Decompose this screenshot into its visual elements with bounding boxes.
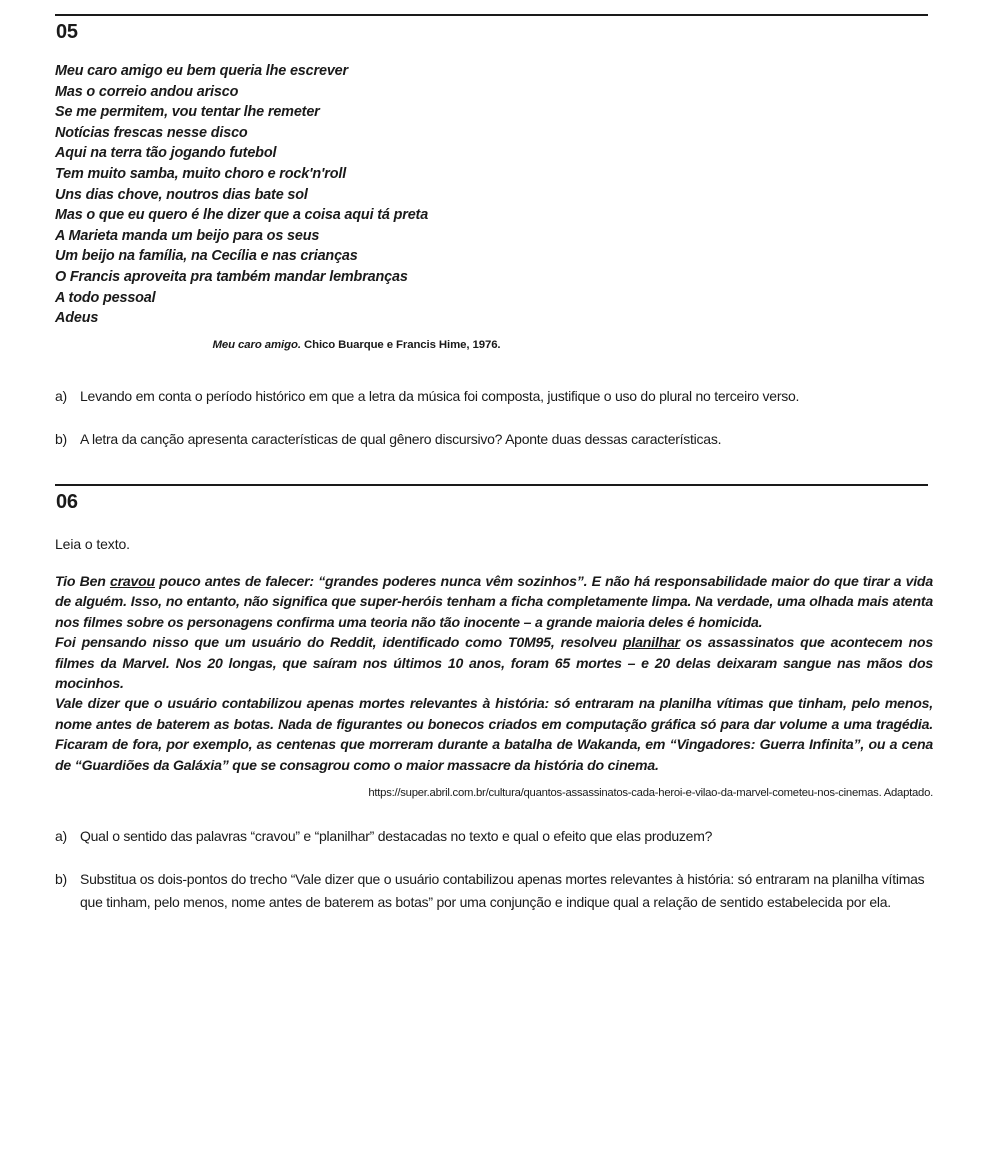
highlighted-word-cravou: cravou bbox=[109, 573, 155, 589]
passage-text-segment: os assassinatos que acontecem nos filmes da Marvel. Nos 20 longas, que saíram nos últimos 10 anos, foram 65 mortes – e 20 delas deixaram sangue nas mãos dos mocinhos. bbox=[55, 634, 933, 692]
question-06-b bbox=[55, 868, 933, 914]
highlighted-word-planilhar: planilhar bbox=[622, 634, 680, 651]
poem-line: Aqui na terra tão jogando futebol bbox=[55, 145, 277, 162]
question-marker: b) bbox=[55, 430, 67, 447]
passage-paragraph-1 bbox=[55, 571, 933, 632]
section-05 bbox=[55, 14, 933, 451]
passage-text-segment: pouco antes de falecer: “grandes poderes nunca vêm sozinhos”. E não há responsabilidade maior do que tirar a vida de alguém. Isso, no entanto, não significa que super-heróis tenham a ficha completamente limpa. Na verdade, uma olhada mais atenta nos filmes sobre os personagens confirma uma teoria não tão inocente – a grande maioria deles é homicida. bbox=[55, 573, 933, 630]
passage-text-segment: Tio Ben bbox=[55, 573, 110, 589]
question-text: Qual o sentido das palavras “cravou” e “planilhar” destacadas no texto e qual o efeito que elas produzem? bbox=[80, 828, 713, 845]
question-05-a bbox=[55, 385, 933, 408]
passage-paragraph-2 bbox=[55, 632, 933, 693]
poem-line: Mas o correio andou arisco bbox=[55, 83, 239, 100]
passage-source-url: https://super.abril.com.br/cultura/quantos-assassinatos-cada-heroi-e-vilao-da-marvel-cometeu-nos-cinemas. Adaptado. bbox=[368, 787, 933, 800]
section-05-number: 05 bbox=[56, 21, 78, 43]
poem-line: Uns dias chove, noutros dias bate sol bbox=[55, 186, 308, 203]
poem-line: Se me permitem, vou tentar lhe remeter bbox=[55, 104, 320, 121]
section-06-number: 06 bbox=[56, 491, 78, 513]
question-05-b bbox=[55, 428, 933, 451]
passage-paragraph-3: Vale dizer que o usuário contabilizou apenas mortes relevantes à história: só entraram na planilha vítimas que tinham, pelo menos, nome antes de baterem as botas. Nada de figurantes ou bonecos criados em computação gráfica só para dar volume a uma tragédia. Ficaram de fora, por exemplo, as centenas que morreram durante a batalha de Wakanda, em “Vingadores: Guerra Infinita”, ou a cena de “Guardiões da Galáxia” que se consagrou como o maior massacre da história do cinema. bbox=[55, 695, 933, 773]
poem-line: A todo pessoal bbox=[55, 289, 156, 306]
poem-line: Mas o que eu quero é lhe dizer que a coisa aqui tá preta bbox=[55, 207, 429, 224]
question-06-a bbox=[55, 825, 933, 848]
poem-line: O Francis aproveita pra também mandar lembranças bbox=[55, 268, 408, 285]
poem-credit bbox=[69, 339, 644, 351]
question-marker: a) bbox=[55, 828, 67, 845]
section-06-divider bbox=[55, 484, 928, 486]
question-marker: a) bbox=[55, 387, 67, 404]
poem-credit-work-title: Meu caro amigo. bbox=[212, 338, 301, 351]
section-05-divider bbox=[55, 14, 928, 16]
poem-line: Um beijo na família, na Cecília e nas crianças bbox=[55, 248, 358, 265]
poem-line: Adeus bbox=[55, 310, 99, 327]
question-marker: b) bbox=[55, 871, 67, 888]
question-text: Substitua os dois-pontos do trecho “Vale dizer que o usuário contabilizou apenas mortes relevantes à história: só entraram na planilha vítimas que tinham, pelo menos, nome antes de baterem as botas” por uma conjunção e indique qual a relação de sentido estabelecida por ela. bbox=[80, 871, 925, 911]
poem-meu-caro-amigo bbox=[55, 61, 933, 329]
section-05-questions bbox=[55, 385, 933, 451]
poem-line: A Marieta manda um beijo para os seus bbox=[55, 227, 320, 244]
poem-credit-authors: Chico Buarque e Francis Hime, 1976. bbox=[300, 338, 501, 351]
poem-line: Tem muito samba, muito choro e rock'n'roll bbox=[55, 165, 347, 182]
passage-text-segment: Foi pensando nisso que um usuário do Reddit, identificado como T0M95, resolveu bbox=[55, 634, 623, 651]
section-06-questions bbox=[55, 825, 933, 914]
poem-line: Meu caro amigo eu bem queria lhe escrever bbox=[55, 63, 348, 79]
section-06-instruction: Leia o texto. bbox=[55, 536, 130, 552]
question-text: A letra da canção apresenta características de qual gênero discursivo? Aponte duas dessas características. bbox=[80, 430, 722, 447]
question-text: Levando em conta o período histórico em que a letra da música foi composta, justifique o uso do plural no terceiro verso. bbox=[80, 387, 800, 404]
reading-passage bbox=[55, 571, 933, 775]
section-06 bbox=[55, 484, 933, 914]
poem-line: Notícias frescas nesse disco bbox=[55, 124, 248, 141]
